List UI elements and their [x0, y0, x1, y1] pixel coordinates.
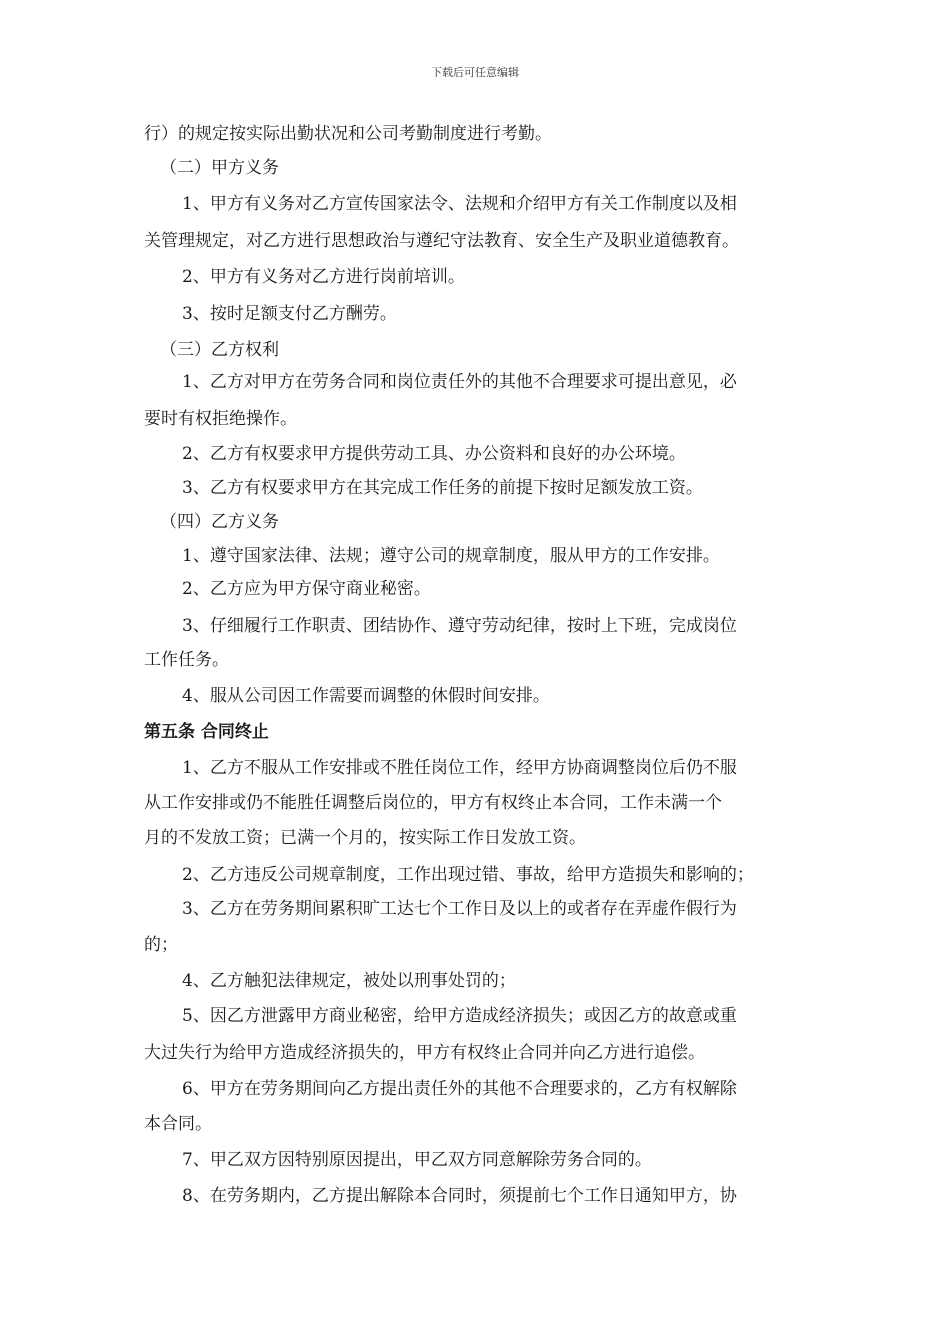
text-line: 2、乙方应为甲方保守商业秘密。 [182, 579, 431, 599]
text-line: 2、甲方有义务对乙方进行岗前培训。 [182, 267, 465, 287]
text-line: 3、按时足额支付乙方酬劳。 [182, 304, 397, 324]
text-line: 3、乙方在劳务期间累积旷工达七个工作日及以上的或者存在弄虚作假行为 [182, 899, 737, 919]
text-line: 2、乙方有权要求甲方提供劳动工具、办公资料和良好的办公环境。 [182, 444, 686, 464]
text-line: 5、因乙方泄露甲方商业秘密，给甲方造成经济损失；或因乙方的故意或重 [182, 1006, 737, 1026]
text-line: 月的不发放工资；已满一个月的，按实际工作日发放工资。 [144, 828, 586, 848]
text-line: 1、乙方不服从工作安排或不胜任岗位工作，经甲方协商调整岗位后仍不服 [182, 758, 737, 778]
text-line: 大过失行为给甲方造成经济损失的，甲方有权终止合同并向乙方进行追偿。 [144, 1043, 705, 1063]
text-line: 工作任务。 [144, 650, 229, 670]
text-line: 1、遵守国家法律、法规；遵守公司的规章制度，服从甲方的工作安排。 [182, 546, 720, 566]
text-line: 的； [144, 935, 178, 955]
text-line: （二）甲方义务 [160, 158, 279, 178]
text-line: 要时有权拒绝操作。 [144, 409, 297, 429]
text-line: 行）的规定按实际出勤状况和公司考勤制度进行考勤。 [144, 124, 552, 144]
text-line: 7、甲乙双方因特别原因提出，甲乙双方同意解除劳务合同的。 [182, 1150, 652, 1170]
text-line: 8、在劳务期内，乙方提出解除本合同时，须提前七个工作日通知甲方，协 [182, 1186, 737, 1206]
text-line: 本合同。 [144, 1114, 212, 1134]
text-line: 6、甲方在劳务期间向乙方提出责任外的其他不合理要求的，乙方有权解除 [182, 1079, 737, 1099]
section-heading: 第五条 合同终止 [144, 722, 269, 742]
page-header: 下载后可任意编辑 [431, 66, 519, 79]
text-line: 关管理规定，对乙方进行思想政治与遵纪守法教育、安全生产及职业道德教育。 [144, 231, 739, 251]
text-line: 3、仔细履行工作职责、团结协作、遵守劳动纪律，按时上下班，完成岗位 [182, 616, 737, 636]
text-line: 3、乙方有权要求甲方在其完成工作任务的前提下按时足额发放工资。 [182, 478, 703, 498]
text-line: 1、乙方对甲方在劳务合同和岗位责任外的其他不合理要求可提出意见，必 [182, 372, 737, 392]
text-line: 4、乙方触犯法律规定，被处以刑事处罚的； [182, 971, 516, 991]
text-line: 从工作安排或仍不能胜任调整后岗位的，甲方有权终止本合同，工作未满一个 [144, 793, 722, 813]
text-line: （四）乙方义务 [160, 512, 279, 532]
text-line: （三）乙方权利 [160, 340, 279, 360]
text-line: 1、甲方有义务对乙方宣传国家法令、法规和介绍甲方有关工作制度以及相 [182, 194, 737, 214]
text-line: 4、服从公司因工作需要而调整的休假时间安排。 [182, 686, 550, 706]
text-line: 2、乙方违反公司规章制度，工作出现过错、事故，给甲方造损失和影响的； [182, 865, 754, 885]
